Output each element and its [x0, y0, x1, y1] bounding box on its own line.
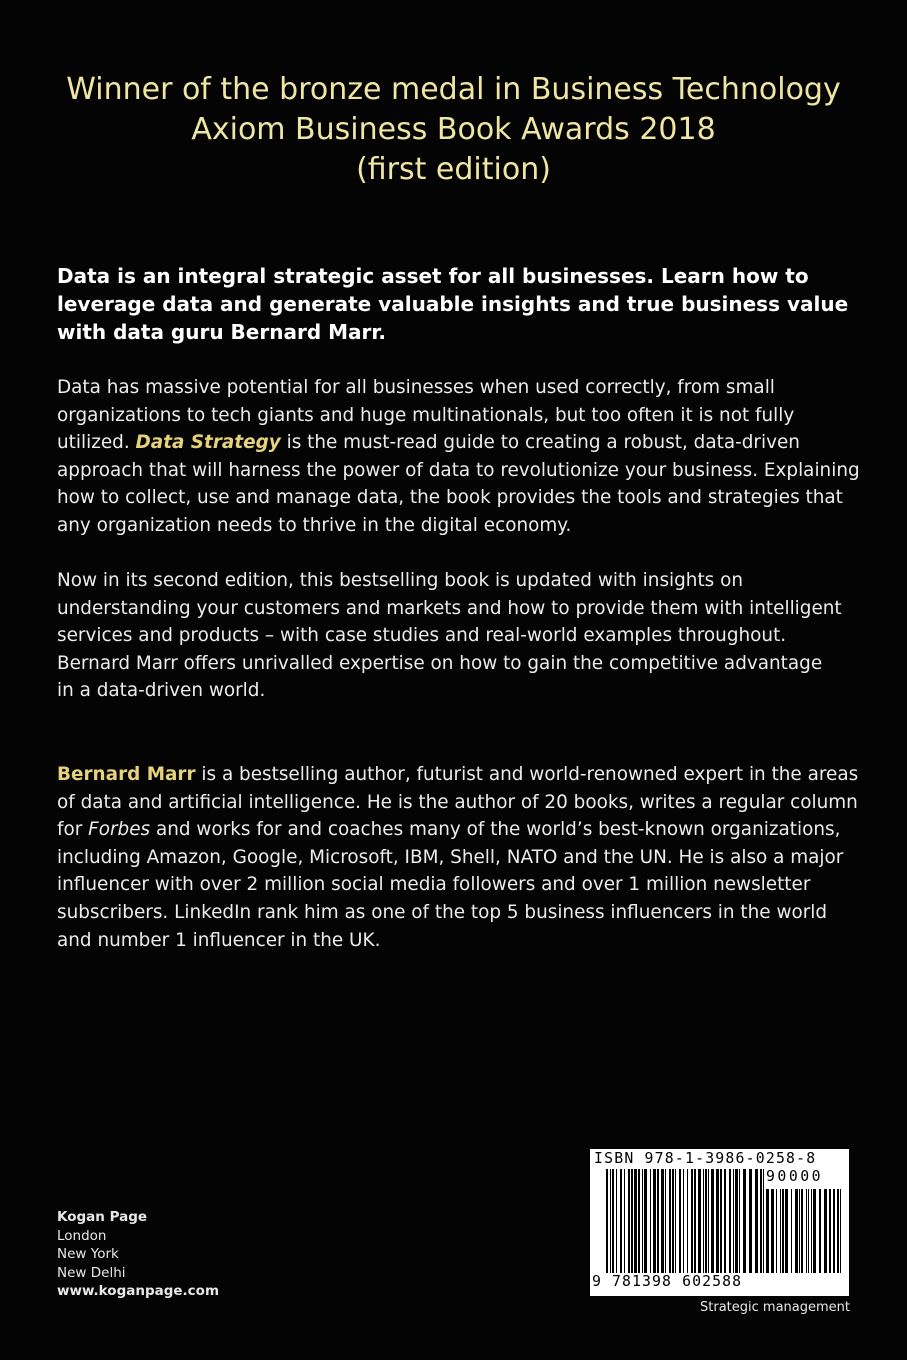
text-fragment: is a bestselling author, futurist and world-renowned expert in the areas — [195, 764, 859, 785]
text-line: understanding your customers and markets and how to provide them with intelligent — [57, 597, 842, 619]
text-line: subscribers. LinkedIn rank him as one of the top 5 business influencers in the world — [57, 901, 828, 923]
text-line: services and products – with case studies and real-world examples throughout. — [57, 625, 787, 647]
isbn-text: ISBN 978-1-3986-0258-8 — [594, 1150, 817, 1167]
publisher-city: London — [57, 1227, 107, 1244]
award-banner — [40, 70, 867, 190]
text-line: how to collect, use and manage data, the book provides the tools and strategies that — [57, 487, 843, 509]
author-name: Bernard Marr — [57, 764, 196, 785]
award-line: Winner of the bronze medal in Business Technology — [66, 72, 841, 107]
tagline — [57, 262, 857, 346]
text-fragment: for — [57, 819, 89, 841]
text-line: organizations to tech giants and huge multinationals, but too often it is not fully — [57, 404, 795, 426]
addon-barcode-bars-icon — [766, 1189, 844, 1273]
text-line — [57, 429, 857, 457]
isbn-barcode — [590, 1149, 849, 1296]
tagline-line: Data is an integral strategic asset for all businesses. Learn how to — [57, 264, 809, 288]
award-line: Axiom Business Book Awards 2018 — [191, 112, 716, 147]
text-line: Bernard Marr offers unrivalled expertise on how to gain the competitive advantage — [57, 652, 823, 674]
publisher-name: Kogan Page — [57, 1209, 148, 1225]
publisher-block — [57, 1208, 219, 1301]
text-line: of data and artificial intelligence. He is the author of 20 books, writes a regular column — [57, 791, 858, 813]
text-line: influencer with over 2 million social media followers and over 1 million newsletter — [57, 874, 811, 896]
text-line: and number 1 influencer in the UK. — [57, 929, 381, 951]
text-line: any organization needs to thrive in the digital economy. — [57, 514, 572, 536]
forbes-title: Forbes — [88, 819, 151, 841]
book-title: Data Strategy — [135, 432, 281, 454]
publisher-city: New York — [57, 1246, 119, 1262]
text-fragment: is the must-read guide to creating a robust, data-driven — [280, 432, 800, 454]
publisher-city: New Delhi — [57, 1264, 126, 1281]
text-line: including Amazon, Google, Microsoft, IBM, Shell, NATO and the UN. He is also a major — [57, 846, 844, 868]
text-line: Now in its second edition, this bestselling book is updated with insights on — [57, 570, 744, 591]
tagline-line: leverage data and generate valuable insights and true business value — [57, 292, 849, 316]
price-code: 90000 — [766, 1168, 824, 1185]
tagline-line: with data guru Bernard Marr. — [57, 320, 386, 344]
award-line: (first edition) — [356, 152, 551, 187]
text-line: in a data-driven world. — [57, 680, 266, 702]
category-label: Strategic management — [700, 1300, 850, 1315]
text-fragment: utilized. — [57, 432, 136, 454]
text-line — [57, 816, 857, 844]
text-line — [57, 761, 857, 789]
description-paragraph-1 — [57, 374, 860, 540]
barcode-digits: 9 781398 602588 — [592, 1273, 743, 1290]
description-paragraph-2 — [57, 567, 857, 705]
text-line: Data has massive potential for all businesses when used correctly, from small — [57, 377, 775, 398]
text-line: approach that will harness the power of data to revolutionize your business. Explaining — [57, 459, 860, 481]
text-fragment: and works for and coaches many of the world’s best-known organizations, — [150, 819, 841, 841]
publisher-website: www.koganpage.com — [57, 1283, 220, 1299]
barcode-bars-icon — [606, 1169, 766, 1273]
author-bio — [57, 761, 857, 954]
